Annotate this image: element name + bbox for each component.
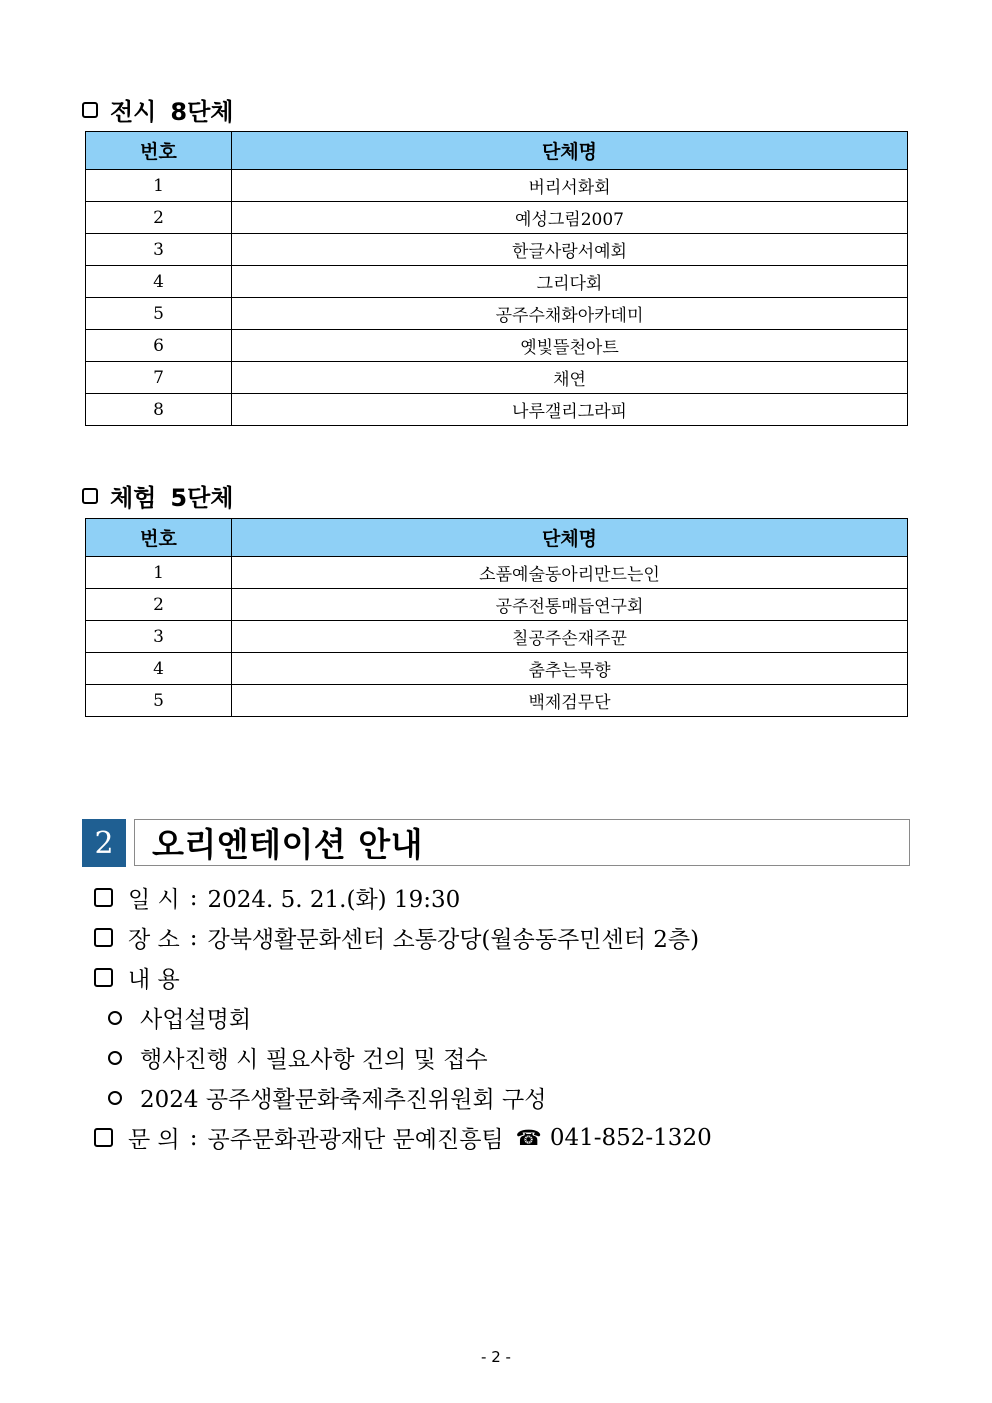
row-name: 나루갤리그라피 — [232, 394, 908, 426]
row-name: 채연 — [232, 362, 908, 394]
row-name: 그리다회 — [232, 266, 908, 298]
circle-bullet-icon — [108, 1011, 122, 1025]
row-name: 공주수채화아카데미 — [232, 298, 908, 330]
table-row — [86, 266, 908, 298]
table-row — [86, 653, 908, 685]
checkbox-icon — [82, 102, 98, 118]
place-label: 장 소 — [128, 927, 180, 953]
exhibit-title: 전시 — [110, 98, 157, 126]
row-no: 1 — [86, 170, 232, 202]
row-name: 공주전통매듭연구회 — [232, 589, 908, 621]
row-no: 3 — [86, 621, 232, 653]
table-row — [86, 394, 908, 426]
contact-phone: 041-852-1320 — [549, 1124, 712, 1151]
checkbox-icon — [94, 888, 113, 907]
row-no: 5 — [86, 298, 232, 330]
experience-table — [85, 518, 908, 717]
section-number-badge: 2 — [82, 819, 126, 867]
row-no: 2 — [86, 589, 232, 621]
contact-org: 공주문화관광재단 문예진흥팀 — [207, 1127, 504, 1153]
header-no: 번호 — [86, 519, 232, 557]
content-item-text: 사업설명회 — [140, 1007, 252, 1033]
table-row — [86, 557, 908, 589]
content-item-text: 2024 공주생활문화축제추진위원회 구성 — [140, 1087, 547, 1113]
content-line — [94, 961, 186, 994]
phone-icon: ☎ — [515, 1125, 542, 1150]
header-name: 단체명 — [232, 132, 908, 170]
row-no: 3 — [86, 234, 232, 266]
table-row — [86, 589, 908, 621]
content-item — [108, 1081, 546, 1114]
checkbox-icon — [94, 928, 113, 947]
row-name: 칠공주손재주꾼 — [232, 621, 908, 653]
row-no: 8 — [86, 394, 232, 426]
table-row — [86, 685, 908, 717]
header-no: 번호 — [86, 132, 232, 170]
exhibit-heading — [82, 92, 233, 127]
contact-label: 문 의 — [128, 1127, 180, 1153]
row-name: 버리서화회 — [232, 170, 908, 202]
row-no: 5 — [86, 685, 232, 717]
colon-separator: : — [189, 924, 198, 951]
colon-separator: : — [189, 1124, 198, 1151]
row-name: 한글사랑서예회 — [232, 234, 908, 266]
date-label: 일 시 — [128, 887, 180, 913]
place-line — [94, 921, 699, 954]
table-row — [86, 298, 908, 330]
experience-heading — [82, 478, 233, 513]
exhibit-table — [85, 131, 908, 426]
circle-bullet-icon — [108, 1091, 122, 1105]
checkbox-icon — [82, 488, 98, 504]
content-item — [108, 1041, 488, 1074]
place-value: 강북생활문화센터 소통강당(월송동주민센터 2층) — [207, 927, 700, 953]
row-no: 7 — [86, 362, 232, 394]
section-title: 오리엔테이션 안내 — [152, 825, 424, 864]
row-name: 백제검무단 — [232, 685, 908, 717]
content-item — [108, 1001, 251, 1034]
experience-count: 5단체 — [170, 484, 234, 512]
row-name: 춤추는묵향 — [232, 653, 908, 685]
content-label: 내 용 — [128, 967, 180, 993]
row-no: 6 — [86, 330, 232, 362]
page-number: - 2 - — [481, 1348, 511, 1366]
content-item-text: 행사진행 시 필요사항 건의 및 접수 — [140, 1047, 488, 1073]
row-no: 2 — [86, 202, 232, 234]
row-name: 소품예술동아리만드는인 — [232, 557, 908, 589]
row-no: 4 — [86, 266, 232, 298]
table-row — [86, 234, 908, 266]
checkbox-icon — [94, 968, 113, 987]
row-name: 예성그림2007 — [232, 202, 908, 234]
date-line — [94, 881, 460, 914]
contact-line — [94, 1121, 712, 1154]
table-row — [86, 621, 908, 653]
row-no: 1 — [86, 557, 232, 589]
table-header-row — [86, 132, 908, 170]
row-no: 4 — [86, 653, 232, 685]
row-name: 옛빛뜰천아트 — [232, 330, 908, 362]
table-header-row — [86, 519, 908, 557]
table-row — [86, 330, 908, 362]
exhibit-count: 8단체 — [170, 98, 234, 126]
table-row — [86, 170, 908, 202]
date-value: 2024. 5. 21.(화) 19:30 — [207, 887, 461, 913]
section-title-box — [134, 819, 910, 866]
colon-separator: : — [189, 884, 198, 911]
checkbox-icon — [94, 1128, 113, 1147]
circle-bullet-icon — [108, 1051, 122, 1065]
table-row — [86, 202, 908, 234]
experience-title: 체험 — [110, 484, 157, 512]
table-row — [86, 362, 908, 394]
header-name: 단체명 — [232, 519, 908, 557]
